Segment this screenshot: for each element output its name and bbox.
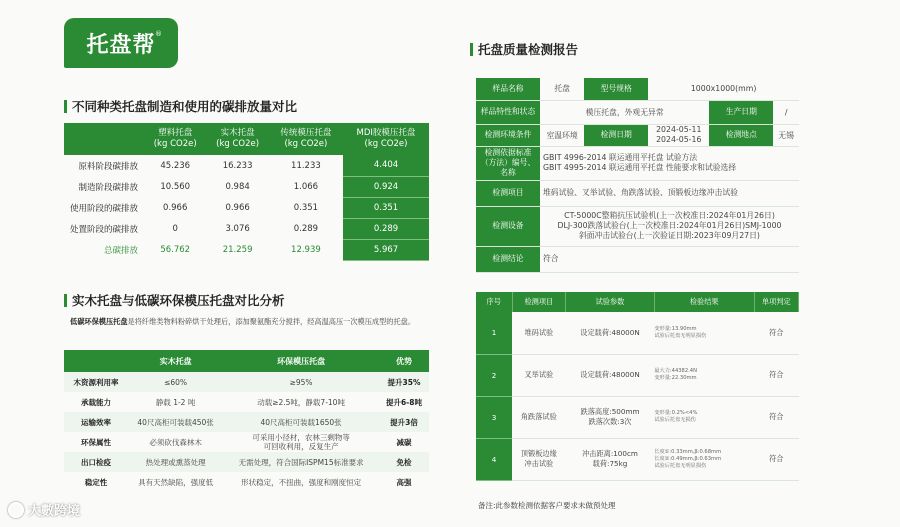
cell: 16.233 [222,160,253,171]
brand-mark: ® [155,30,162,38]
carbon-row [64,197,429,218]
compare-key: 稳定性 [84,477,108,487]
carbon-row [64,176,429,197]
info-value: CT-5000C整箱抗压试验机(上一次校准日:2024年01月26日) DLJ-300跌落试验台(上一次校准日:2024年01月26日)SMJ-1000 斜面冲击试验台(上一次验证日期:2023年09月27日) [540,206,799,246]
info-value: 2024-05-11 2024-05-16 [648,124,709,146]
section-title-text: 托盘质量检测报告 [478,42,579,57]
info-value: 模压托盘，外观无异常 [540,100,709,124]
info-value: GBIT 4996-2014 联运通用平托盘 试验方法 GBIT 4995-2014 联运通用平托盘 性能要求和试验选择 [540,146,799,180]
cell: 12.939 [291,244,321,255]
cell: 0.289 [293,223,319,234]
info-key: 型号规格 [584,78,648,100]
cell: 21.259 [222,244,253,255]
info-key: 样品特性和状态 [476,100,540,124]
results-row [476,312,799,354]
info-value: 堆码试验、叉举试验、角跌落试验、顶锻板边缘冲击试验 [540,180,799,206]
compare-adv: 提升6-8吨 [385,397,423,407]
compare-key: 运输效率 [64,412,128,432]
compare-adv: 提升3倍 [379,412,429,432]
compare-key: 承载能力 [81,397,111,407]
section-title-text: 不同种类托盘制造和使用的碳排放量对比 [72,99,298,114]
carbon-header: 塑料托盘 (kg CO2e) [144,123,206,155]
row-label: 原料阶段碳排放 [78,161,138,172]
compare-row [64,392,429,412]
compare-row [64,472,429,492]
info-value: 托盘 [540,78,584,100]
results-header: 序号 [476,292,512,312]
compare-adv: 高强 [396,477,412,487]
compare-cell: 静载 1-2 吨 [155,397,196,407]
cell: 0.351 [293,202,319,213]
watermark-text: 大數跨境 [28,504,81,519]
result-verdict: 符合 [754,354,798,396]
info-value: 室温环境 [540,124,584,146]
title-bar [64,100,67,113]
info-key: 检测地点 [709,124,773,146]
compare-cell: 可采用小径材，农林三剩物等 可回收利用，反复生产 [252,433,350,451]
intro-text: 是将纤维类物料粉碎烘干处理后，添加聚氨酯充分搅拌，经高温高压一次模压成型的托盘。 [127,317,416,326]
result-param: 跌落高度:500mm 跌落次数:3次 [566,396,655,438]
cell: 0.966 [225,202,250,213]
compare-cell: 具有天然缺陷，强度低 [138,477,214,487]
info-value: 无锡 [773,124,799,146]
carbon-row-total [64,239,429,260]
compare-header: 优势 [379,350,429,372]
compare-cell: ≤60% [128,372,223,392]
results-header: 检测项目 [512,292,566,312]
compare-key: 环保属性 [81,437,111,447]
result-no: 3 [476,396,512,438]
results-header: 检验结果 [654,292,754,312]
cell: 11.233 [291,160,321,171]
result-verdict: 符合 [754,396,798,438]
compare-key: 木资源利用率 [64,372,128,392]
compare-header: 环保模压托盘 [223,350,379,372]
carbon-header: 实木托盘 (kg CO2e) [206,123,268,155]
results-row [476,438,799,480]
result-item: 顶锻板边缘 冲击试验 [512,438,566,480]
carbon-row [64,218,429,239]
title-bar [64,294,67,307]
report-info-table [476,78,799,273]
compare-key: 出口检疫 [64,452,128,472]
result-verdict: 符合 [754,312,798,354]
section-title-carbon [64,97,297,115]
result-no: 2 [476,354,512,396]
compare-row [64,412,429,432]
section-title-text: 实木托盘与低碳环保模压托盘对比分析 [72,293,285,308]
info-key: 生产日期 [709,100,773,124]
result-verdict: 符合 [754,438,798,480]
section-title-compare [64,291,285,309]
carbon-row [64,155,429,176]
carbon-header: 传统模压托盘 (kg CO2e) [269,123,343,155]
row-label: 处置阶段的碳排放 [69,224,138,235]
info-value: 符合 [540,246,799,272]
result-no: 1 [476,312,512,354]
cell: 45.236 [160,160,191,171]
result-item: 叉举试验 [512,354,566,396]
cell: 1.066 [293,181,319,192]
carbon-header: MDI胶模压托盘 (kg CO2e) [343,123,429,155]
title-bar [470,43,473,56]
brand-logo [64,18,178,68]
section-title-report [470,40,578,58]
intro-bold: 低碳环保模压托盘 [70,317,128,326]
compare-row [64,452,429,472]
info-key: 样品名称 [476,78,540,100]
results-row [476,354,799,396]
cell: 0 [172,223,178,234]
info-key: 检测设备 [476,206,540,246]
report-results-table [476,292,799,481]
row-label: 制造阶段碳排放 [78,182,138,193]
info-key: 检测项目 [476,180,540,206]
info-value: 1000x1000(mm) [648,78,799,100]
compare-adv: 免检 [379,452,429,472]
compare-cell: 热处理或熏蒸处理 [128,452,223,472]
compare-cell: 40尺高柜可装载1650张 [223,412,379,432]
report-note: 备注:此参数检测依据客户要求未做预处理 [478,501,616,510]
info-key: 检测依据标准（方法）编号、名称 [476,146,540,180]
compare-adv: 减碳 [396,437,412,447]
info-key: 检测环境条件 [476,124,540,146]
result-no: 4 [476,438,512,480]
compare-cell: 40尺高柜可装载450张 [128,412,223,432]
compare-adv: 提升35% [379,372,429,392]
result-item: 角跌落试验 [512,396,566,438]
compare-cell: 形状稳定，不扭曲，强度和刚度恒定 [241,477,362,487]
cell: 3.076 [225,223,250,234]
results-row [476,396,799,438]
compare-header: 实木托盘 [128,350,223,372]
compare-header [64,350,128,372]
watermark [8,500,80,519]
result-detail: 变形量:0.2%<4% 试验后托盘无损伤 [654,396,754,438]
info-key: 检测结论 [476,246,540,272]
cell-mdi: 0.351 [343,197,429,218]
results-header: 单项判定 [754,292,798,312]
carbon-header-empty [64,123,144,155]
compare-row [64,372,429,392]
row-label: 总碳排放 [103,245,138,256]
cell-mdi: 0.924 [343,176,429,197]
result-param: 设定载荷:48000N [566,312,655,354]
compare-cell: 动载≥2.5吨，静载7-10吨 [257,397,345,407]
result-param: 冲击距离:100cm 载荷:75kg [566,438,655,480]
result-param: 设定载荷:48000N [566,354,655,396]
cell-mdi: 0.289 [343,218,429,239]
cell: 10.560 [160,181,191,192]
compare-row [64,432,429,452]
cell: 56.762 [160,244,191,255]
compare-cell: ≥95% [223,372,379,392]
results-header: 试验参数 [566,292,655,312]
row-label: 使用阶段的碳排放 [69,203,138,214]
result-detail: 长度①:0.33mm,β:0.68mm 长度②:0.49mm,β:0.63mm 试验后托盘无明显损伤 [654,438,754,480]
cell-mdi: 4.404 [343,155,429,176]
result-detail: 最大力:44382.4N 变形量:22.30mm [654,354,754,396]
cell: 0.966 [163,202,188,213]
compare-cell: 无需处理，符合国际ISPM15标准要求 [223,452,379,472]
cell: 0.984 [225,181,250,192]
brand-name: 托盘帮 [86,32,156,58]
result-detail: 变形量:13.90mm 试验后托盘无明显损伤 [654,312,754,354]
intro-paragraph [70,315,425,328]
carbon-table [64,123,429,261]
result-item: 堆码试验 [512,312,566,354]
info-value: / [773,100,799,124]
watermark-logo-icon [8,502,24,518]
info-key: 检测日期 [584,124,648,146]
compare-table [64,350,429,492]
cell-mdi: 5.967 [343,239,429,260]
compare-cell: 必须砍伐森林木 [149,437,202,447]
